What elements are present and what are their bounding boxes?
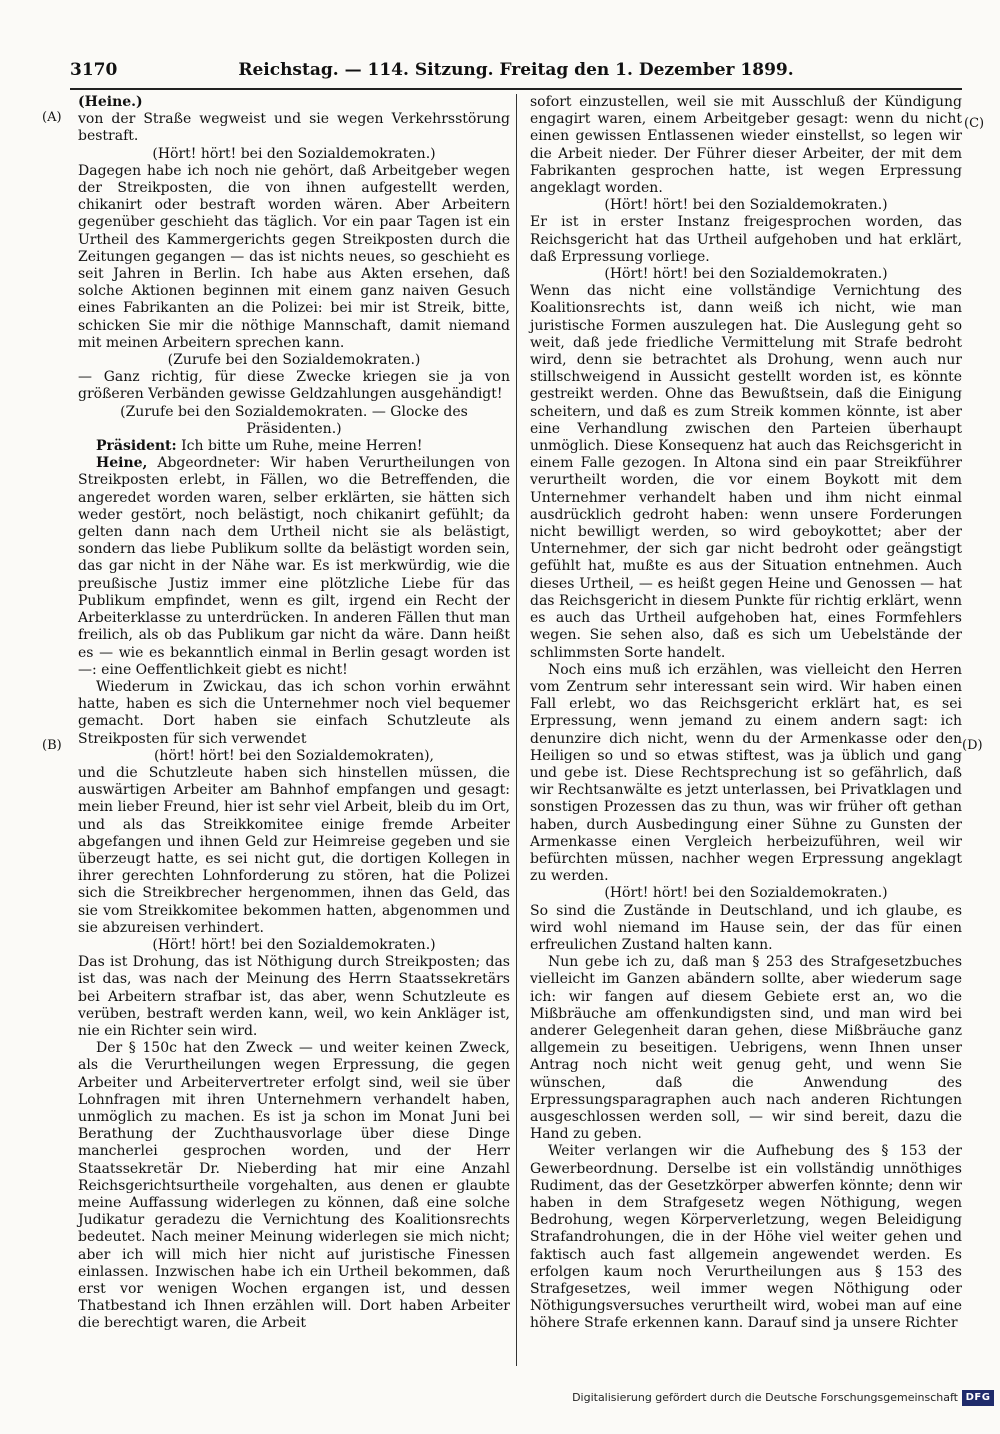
digitization-credit: Digitalisierung gefördert durch die Deutsche Forschungsgemeinschaft: [572, 1391, 958, 1404]
speaker-name: Heine,: [96, 455, 148, 472]
paragraph: Er ist in erster Instanz freigesprochen worden, das Reichsgericht hat das Urtheil aufgehoben und hat erklärt, daß Erpressung vorliege.: [530, 214, 962, 265]
margin-marker-d: (D): [962, 738, 983, 753]
paragraph: Noch eins muß ich erzählen, was vielleicht den Herren vom Zentrum sehr interessant sein wird. Wir haben einen Fall erlebt, wo das Reichsgericht erklärt hat, es sei Erpressung, wenn jemand zu einem andern sagt: ich denunzire dich nicht, wenn du der Armenkasse oder den Heiligen so und so etwas stiftest, was ja üblich und gang und gebe ist. Diese Rechtsprechung ist so gefährlich, daß wir Rechtsanwälte es jetzt unterlassen, bei Privatklagen und sonstigen Prozessen das zu thun, was wir früher oft gethan haben, durch Ausbedingung einer Sühne zu Gunsten der Armenkasse einen Vergleich herbeizuführen, weil wir befürchten müssen, nachher wegen Erpressung angeklagt zu werden.: [530, 661, 962, 885]
left-column: [78, 94, 510, 1333]
margin-marker-c: (C): [964, 116, 985, 131]
speaker-name: Präsident:: [96, 438, 177, 455]
paragraph: Weiter verlangen wir die Aufhebung des § 153 der Gewerbeordnung. Derselbe ist ein vollständig unnöthiges Rudiment, das der Gesetzkörper abwerfen könnte; denn wir haben in dem Strafgesetz wegen Nöthigung, wegen Bedrohung, wegen Körperverletzung, wegen Beleidigung Strafandrohungen, die in der Höhe viel weiter gehen und faktisch auch fast allgemein angewendet werden. Es erfolgen kaum noch Verurtheilungen aus § 153 des Strafgesetzes, weil immer wegen Nöthigung oder Nöthigungsversuches verurtheilt wird, wobei man auf eine höhere Strafe erkennen kann. Darauf sind ja unsere Richter: [530, 1143, 962, 1332]
right-column: [530, 94, 962, 1333]
paragraph: von der Straße wegweist und sie wegen Verkehrsstörung bestraft.: [78, 111, 510, 145]
footer: [572, 1388, 994, 1410]
page-header: [70, 60, 962, 90]
speaker-header: (Heine.): [78, 94, 143, 110]
interjection: (Zurufe bei den Sozialdemokraten. — Glocke des Präsidenten.): [120, 403, 468, 437]
paragraph: Der § 150c hat den Zweck — und weiter keinen Zweck, als die Verurtheilungen wegen Erpressung, die gegen Arbeiter und Arbeitervertreter erfolgt sind, weil sie über Lohnfragen mit ihren Unternehmern verhandelt haben, unmöglich zu machen. Es ist ja schon im Monat Juni bei Berathung der Zuchthausvorlage über diese Dinge mancherlei gesprochen worden, und der Herr Staatssekretär Dr. Nieberding hat mir eine Anzahl Reichsgerichtsurtheile vorgehalten, aus denen er glaubte meine Auffassung widerlegen zu können, daß eine solche Judikatur geradezu die Vernichtung des Koalitionsrechts bedeutet. Nach meiner Meinung widerlegen sie mich nicht; aber ich will mich hier nicht auf juristische Finessen einlassen. Inzwischen habe ich ein Urtheil bekommen, daß erst vor wenigen Wochen ergangen ist, und dessen Thatbestand ich Ihnen erzählen will. Dort haben Arbeiter die berechtigt waren, die Arbeit: [78, 1040, 510, 1332]
paragraph: Dagegen habe ich noch nie gehört, daß Arbeitgeber wegen der Streikposten, die von ihnen aufgestellt werden, chikanirt oder bestraft worden wären. Aber Arbeitern gegenüber geschieht das täglich. Vor ein paar Tagen ist ein Urtheil des Kammergerichts gegen Streikposten durch die Zeitungen gegangen — das ist nichts neues, so geschieht es seit Jahren in Berlin. Ich habe aus Akten ersehen, daß solche Aktionen beginnen mit einem ganz naiven Gesuch eines Fabrikanten an die Polizei: bei mir ist Streik, bitte, schicken Sie mir die nöthige Mannschaft, damit niemand mit meinen Arbeitern sprechen kann.: [78, 162, 510, 351]
interjection: (Hört! hört! bei den Sozialdemokraten.): [152, 145, 436, 162]
margin-marker-a: (A): [42, 110, 62, 125]
page-number: 3170: [70, 60, 118, 80]
paragraph: sofort einzustellen, weil sie mit Ausschluß der Kündigung engagirt waren, einem Arbeitgeber gesagt: wenn du nicht einen gewissen Entlassenen wieder einstellst, so legen wir die Arbeit nieder. Der Führer dieser Arbeiter, der mit dem Fabrikanten gesprochen hatte, ist wegen Erpressung angeklagt worden.: [530, 94, 962, 197]
dfg-logo: DFG: [962, 1390, 994, 1406]
paragraph: Wiederum in Zwickau, das ich schon vorhin erwähnt hatte, haben es sich die Unternehmer noch viel bequemer gemacht. Dort haben sie einfach Schutzleute als Streikposten für sich verwendet: [78, 678, 510, 747]
interjection: (Hört! hört! bei den Sozialdemokraten.): [604, 266, 888, 283]
running-title: Reichstag. — 114. Sitzung. Freitag den 1. Dezember 1899.: [238, 60, 794, 80]
paragraph: Wenn das nicht eine vollständige Vernichtung des Koalitionsrechts ist, dann weiß ich nicht, wie man juristische Formen auszulegen hat. Die Auslegung geht so weit, daß jede friedliche Vermittelung mit Strafe bedroht wird, denn sie betrachtet als Drohung, wenn auch nur stillschweigend in Aussicht gestellt worden ist, es könnte gestreikt werden. Ohne das Bewußtsein, daß die Einigung scheitern, und daß es zum Streik kommen könnte, ist aber eine Verhandlung zwischen den Parteien überhaupt unmöglich. Diese Konsequenz hat auch das Reichsgericht in einem Falle gezogen. In Altona sind ein paar Streikführer verurtheilt worden, die vor einem Boykott mit dem Unternehmer verhandelt haben und ihm nicht einmal ausdrücklich gedroht haben: wenn unsere Forderungen nicht bewilligt werden, so wird geboykottet; aber der Unternehmer, der sich gar nicht bedroht oder geängstigt gefühlt hat, mußte es aus der Situation entnehmen. Auch dieses Urtheil, — es heißt gegen Heine und Genossen — hat das Reichsgericht in diesem Punkte für richtig erklärt, wenn es auch das Urtheil aufgehoben hat, eines Formfehlers wegen. Sie sehen also, daß es sich um Uebelstände der schlimmsten Sorte handelt.: [530, 283, 962, 661]
paragraph: Nun gebe ich zu, daß man § 253 des Strafgesetzbuches vielleicht im Ganzen abändern sollte, aber wiederum sage ich: wir fangen auf diesem Gebiete erst an, wo die Mißbräuche am offenkundigsten sind, und man wird bei anderer Gelegenheit daran gehen, diese Mißbräuche ganz allgemein zu beseitigen. Uebrigens, wenn Ihnen unser Antrag noch nicht weit genug geht, und wenn Sie wünschen, daß die Anwendung des Erpressungsparagraphen auch nach anderen Richtungen ausgeschlossen werden soll, — wir sind bereit, dazu die Hand zu geben.: [530, 954, 962, 1143]
paragraph: So sind die Zustände in Deutschland, und ich glaube, es wird wohl niemand im Hause sein, der das für einen erfreulichen Zustand halten kann.: [530, 902, 962, 953]
interjection: (Hört! hört! bei den Sozialdemokraten.): [604, 885, 888, 902]
paragraph: und die Schutzleute haben sich hinstellen müssen, die auswärtigen Arbeiter am Bahnhof empfangen und gesagt: mein lieber Freund, hier ist sehr viel Arbeit, bleib du im Ort, und als das Streikkomitee einige fremde Arbeiter abgefangen und ihnen Geld zur Heimreise gegeben und sie überzeugt hatte, es sei nicht gut, die dortigen Kollegen in ihrer gerechten Lohnforderung zu stören, hat die Polizei sich die Streikbrecher hergenommen, ihnen das Geld, das sie vom Streikkomitee bekommen hatten, abgenommen und sie abzureisen verhindert.: [78, 764, 510, 936]
interjection: (Hört! hört! bei den Sozialdemokraten.): [152, 936, 436, 953]
interjection: (Zurufe bei den Sozialdemokraten.): [167, 352, 421, 369]
paragraph: — Ganz richtig, für diese Zwecke kriegen sie ja von größeren Verbänden gewisse Geldzahlungen ausgehändigt!: [78, 369, 510, 403]
interjection: (hört! hört! bei den Sozialdemokraten),: [153, 747, 435, 764]
speech-paragraph: [78, 455, 510, 679]
interjection: (Hört! hört! bei den Sozialdemokraten.): [604, 197, 888, 214]
speech-text: Abgeordneter: Wir haben Verurtheilungen von Streikposten erlebt, in Fällen, wo die Betreffenden, die angeredet worden waren, selber erklärten, sie hätten sich weder gestört, noch belästigt, noch chikanirt gefühlt; da gelten dann nach dem Urtheil nicht sie als belästigt, sondern das liebe Publikum sollte da belästigt worden sein, das gar nicht in der Nähe war. Es ist merkwürdig, wie die preußische Justiz immer eine plötzliche Liebe für das Publikum empfindet, wenn es gilt, irgend ein Recht der Arbeiterklasse zu unterdrücken. In anderen Fällen thut man freilich, als ob das Publikum gar nicht da wäre. Dann heißt es — wie es bekanntlich einmal in Berlin gesagt worden ist —: eine Oeffentlichkeit giebt es nicht!: [78, 455, 511, 678]
speech-text: Ich bitte um Ruhe, meine Herren!: [181, 438, 423, 455]
speech-paragraph: [78, 438, 510, 455]
paragraph: Das ist Drohung, das ist Nöthigung durch Streikposten; das ist das, was nach der Meinung des Herrn Staatssekretärs bei Arbeitern strafbar ist, das aber, wenn Schutzleute es verüben, bestraft werden kann, weil, wo kein Ankläger ist, nie ein Richter sein wird.: [78, 954, 510, 1039]
margin-marker-b: (B): [42, 738, 62, 753]
column-divider: [516, 94, 517, 1366]
